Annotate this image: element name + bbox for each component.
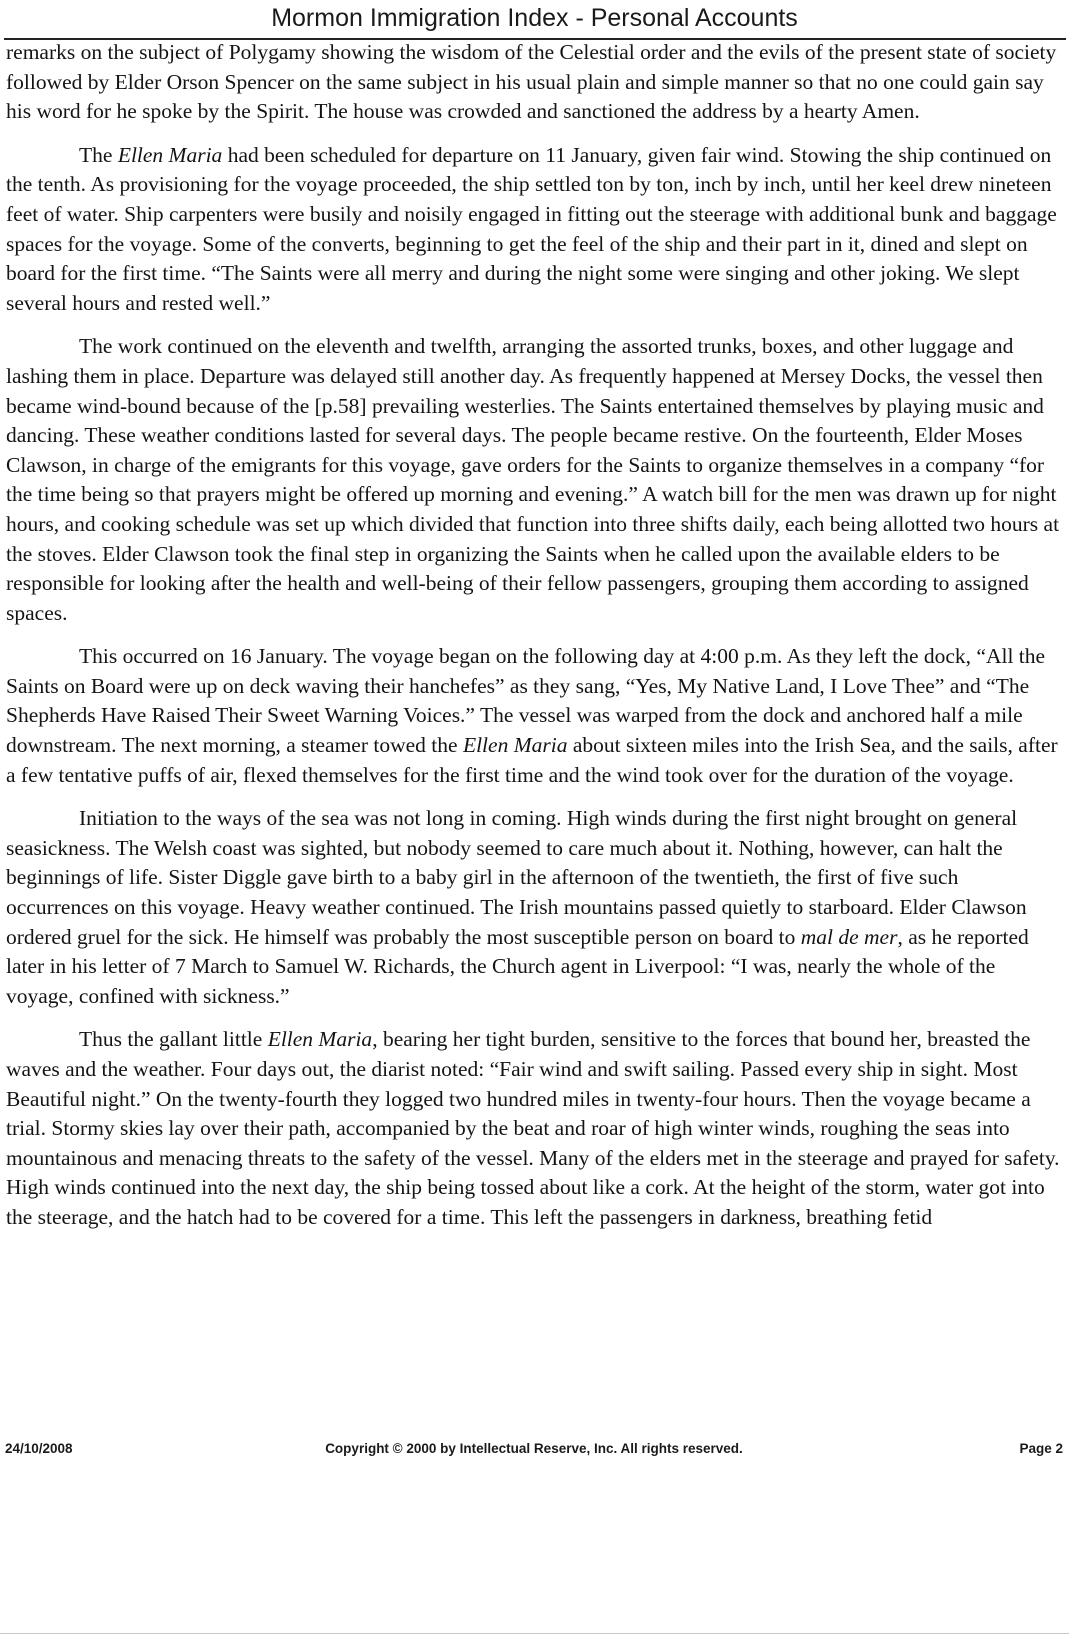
paragraph-4-text-b: about sixteen miles into the Irish Sea, and the sails, after a few tentative puffs of air, flexed themselves for the first time and the wind took over for the duration of the voyage. (6, 733, 1058, 787)
ship-name-italic: Ellen Maria (462, 733, 568, 758)
footer-copyright: Copyright © 2000 by Intellectual Reserve, Inc. All rights reserved. (325, 1441, 743, 1456)
page-footer (5, 1441, 1063, 1461)
paragraph-1: remarks on the subject of Polygamy showing the wisdom of the Celestial order and the evils of the present state of society followed by Elder Orson Spencer on the same subject in his usual plain and simple manner so that no one could gain say his word for he spoke by the Spirit. The house was crowded and sanctioned the address by a hearty Amen. (6, 40, 1057, 124)
footer-date: 24/10/2008 (5, 1441, 73, 1456)
paragraph-5 (6, 804, 1066, 1011)
document-body (6, 38, 1066, 1247)
paragraph-6 (6, 1025, 1066, 1232)
foreign-phrase-italic: mal de mer (800, 924, 898, 949)
paragraph-5-text-b: , as he reported later in his letter of 7 March to Samuel W. Richards, the Church agent in Liverpool: “I was, nearly the whole of the voyage, confined with sickness.” (6, 924, 1029, 1008)
page-header-title: Mormon Immigration Index - Personal Accounts (271, 4, 798, 32)
ship-name-italic: Ellen Maria (267, 1027, 373, 1052)
paragraph-2 (6, 141, 1066, 319)
paragraph-4-text-a: This occurred on 16 January. The voyage began on the following day at 4:00 p.m. As they left the dock, “All the Saints on Board were up on deck waving their hanchefes” as they sang, “Yes, My Native Land, I Love Thee” and “The Shepherds Have Raised Their Sweet Warning Voices.” The vessel was warped from the dock and anchored half a mile downstream. The next morning, a steamer towed the (6, 644, 1046, 758)
paragraph-2-text-b: had been scheduled for departure on 11 January, given fair wind. Stowing the ship continued on the tenth. As provisioning for the voyage proceeded, the ship settled ton by ton, inch by inch, until her keel drew nineteen feet of water. Ship carpenters were busily and noisily engaged in fitting out the steerage with additional bunk and baggage spaces for the voyage. Some of the converts, beginning to get the feel of the ship and their part in it, dined and slept on board for the first time. “The Saints were all merry and during the night some were singing and other joking. We slept several hours and rested well.” (6, 142, 1057, 315)
scan-bottom-edge (0, 1633, 1069, 1634)
paragraph-3: The work continued on the eleventh and twelfth, arranging the assorted trunks, boxes, and other luggage and lashing them in place. Departure was delayed still another day. As frequently happened at Mersey Docks, the vessel then became wind-bound because of the [p.58] prevailing westerlies. The Saints entertained themselves by playing music and dancing. These weather conditions lasted for several days. The people became restive. On the fourteenth, Elder Moses Clawson, in charge of the emigrants for this voyage, gave orders for the Saints to organize themselves in a company “for the time being so that prayers might be offered up morning and evening.” A watch bill for the men was drawn up for night hours, and cooking schedule was set up which divided that function into three shifts daily, each being allotted two hours at the stoves. Elder Clawson took the final step in organizing the Saints when he called upon the available elders to be responsible for looking after the health and well-being of their fellow passengers, grouping them according to assigned spaces. (6, 334, 1060, 625)
paragraph-5-text-a: Initiation to the ways of the sea was not long in coming. High winds during the first night brought on general seasickness. The Welsh coast was sighted, but nobody seemed to care much about it. Nothing, however, can halt the beginnings of life. Sister Diggle gave birth to a baby girl in the afternoon of the twentieth, the first of five such occurrences on this voyage. Heavy weather continued. The Irish mountains passed quietly to starboard. Elder Clawson ordered gruel for the sick. He himself was probably the most susceptible person on board to (6, 806, 1027, 949)
footer-page-number: Page 2 (1019, 1441, 1063, 1456)
paragraph-6-text-a: Thus the gallant little (79, 1027, 268, 1052)
paragraph-2-text-a: The (79, 142, 118, 167)
ship-name-italic: Ellen Maria (117, 142, 223, 167)
paragraph-4 (6, 642, 1066, 790)
paragraph-6-text-b: , bearing her tight burden, sensitive to the forces that bound her, breasted the waves and the weather. Four days out, the diarist noted: “Fair wind and swift sailing. Passed every ship in sight. Most Beautiful night.” On the twenty-fourth they logged two hundred miles in twenty-four hours. Then the voyage became a trial. Stormy skies lay over their path, accompanied by the beat and roar of high winter winds, roughing the seas into mountainous and menacing threats to the safety of the vessel. Many of the elders met in the steerage and prayed for safety. High winds continued into the next day, the ship being tossed about like a cork. At the height of the storm, water got into the steerage, and the hatch had to be covered for a time. This left the passengers in darkness, breathing fetid (6, 1027, 1060, 1229)
